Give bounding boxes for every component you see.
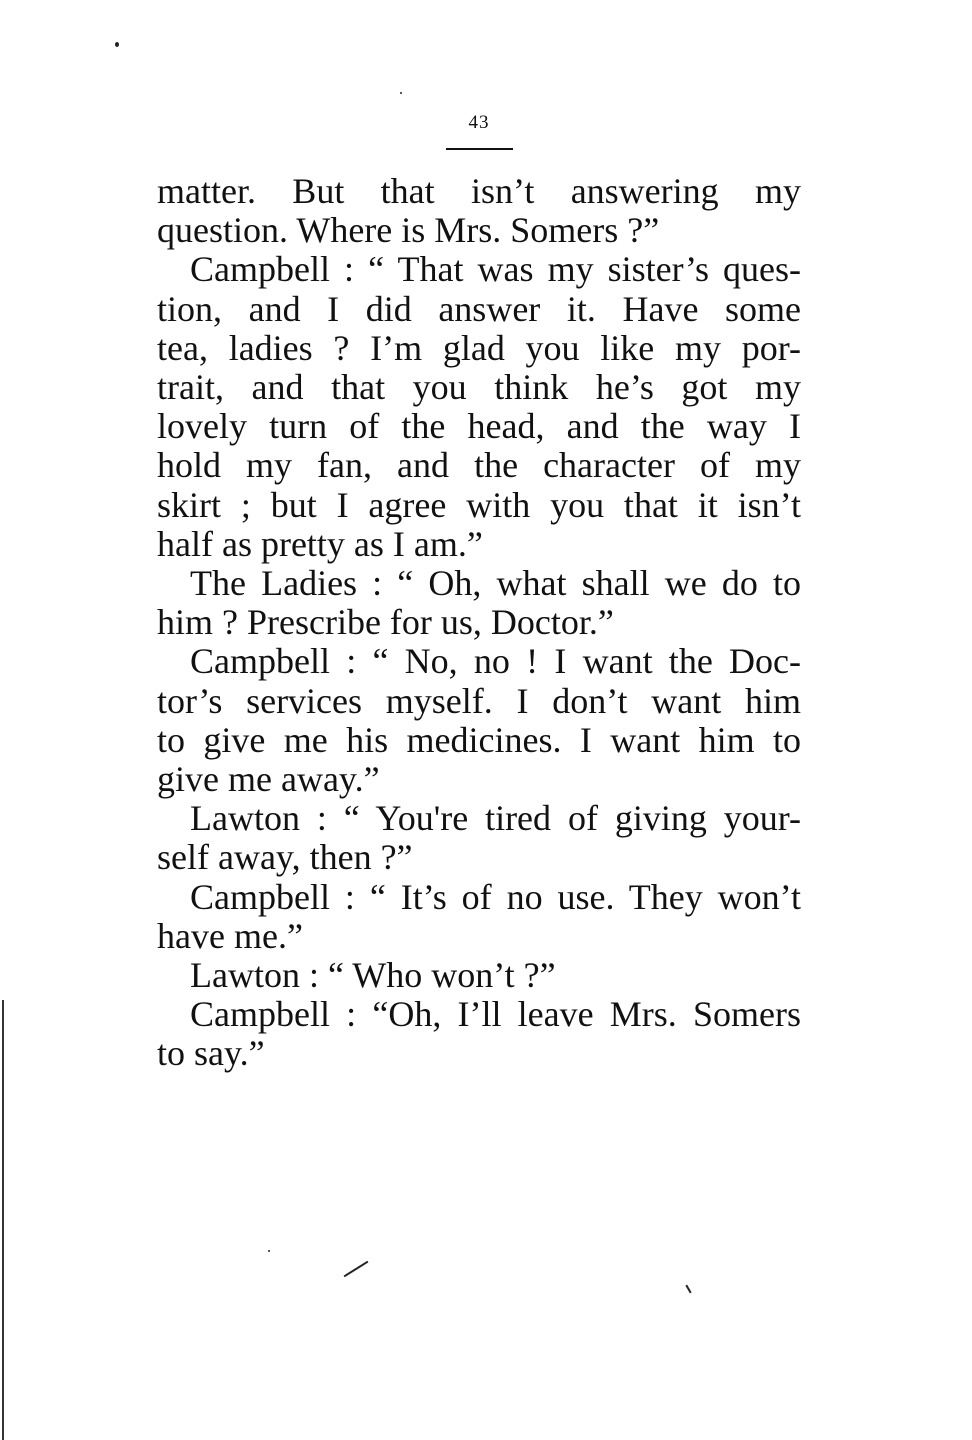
text-line: Lawton : “ Who won’t ?”: [190, 955, 556, 996]
text-line: Campbell : “Oh, I’ll leave Mrs. Somers: [190, 994, 801, 1035]
text-line: give me away.”: [157, 759, 380, 800]
text-line: hold my fan, and the character of my: [157, 445, 801, 486]
scan-stroke: [344, 1261, 369, 1278]
text-line: have me.”: [157, 915, 303, 956]
page-number: 43: [468, 112, 490, 133]
text-line: half as pretty as I am.”: [157, 523, 483, 564]
text-line: trait, and that you think he’s got my: [157, 367, 801, 408]
text-line: Lawton : “ You're tired of giving your-: [190, 798, 801, 839]
page-number-rule: [446, 148, 513, 150]
text-line: skirt ; but I agree with you that it isn’t: [157, 484, 801, 525]
text-line: tor’s services myself. I don’t want him: [157, 680, 801, 721]
binding-edge-line: [2, 1000, 4, 1440]
body-text: [157, 172, 801, 1074]
text-line: tea, ladies ? I’m glad you like my por-: [157, 327, 801, 368]
text-line: him ? Prescribe for us, Doctor.”: [157, 602, 614, 643]
text-line: Campbell : “ That was my sister’s ques-: [190, 249, 801, 290]
text-line: question. Where is Mrs. Somers ?”: [157, 210, 660, 251]
scan-stroke: [685, 1285, 691, 1294]
text-line: matter. But that isn’t answering my: [157, 171, 801, 211]
text-line: The Ladies : “ Oh, what shall we do to: [190, 563, 801, 604]
text-line: tion, and I did answer it. Have some: [157, 288, 801, 329]
scan-speck: [115, 42, 119, 47]
text-line: Campbell : “ No, no ! I want the Doc-: [190, 641, 801, 682]
scan-speck: [400, 92, 402, 94]
text-line: Campbell : “ It’s of no use. They won’t: [190, 876, 801, 917]
scan-speck: [268, 1250, 270, 1252]
text-line: to say.”: [157, 1033, 265, 1074]
text-line: lovely turn of the head, and the way I: [157, 406, 801, 447]
text-line: self away, then ?”: [157, 837, 413, 878]
text-line: to give me his medicines. I want him to: [157, 719, 801, 760]
